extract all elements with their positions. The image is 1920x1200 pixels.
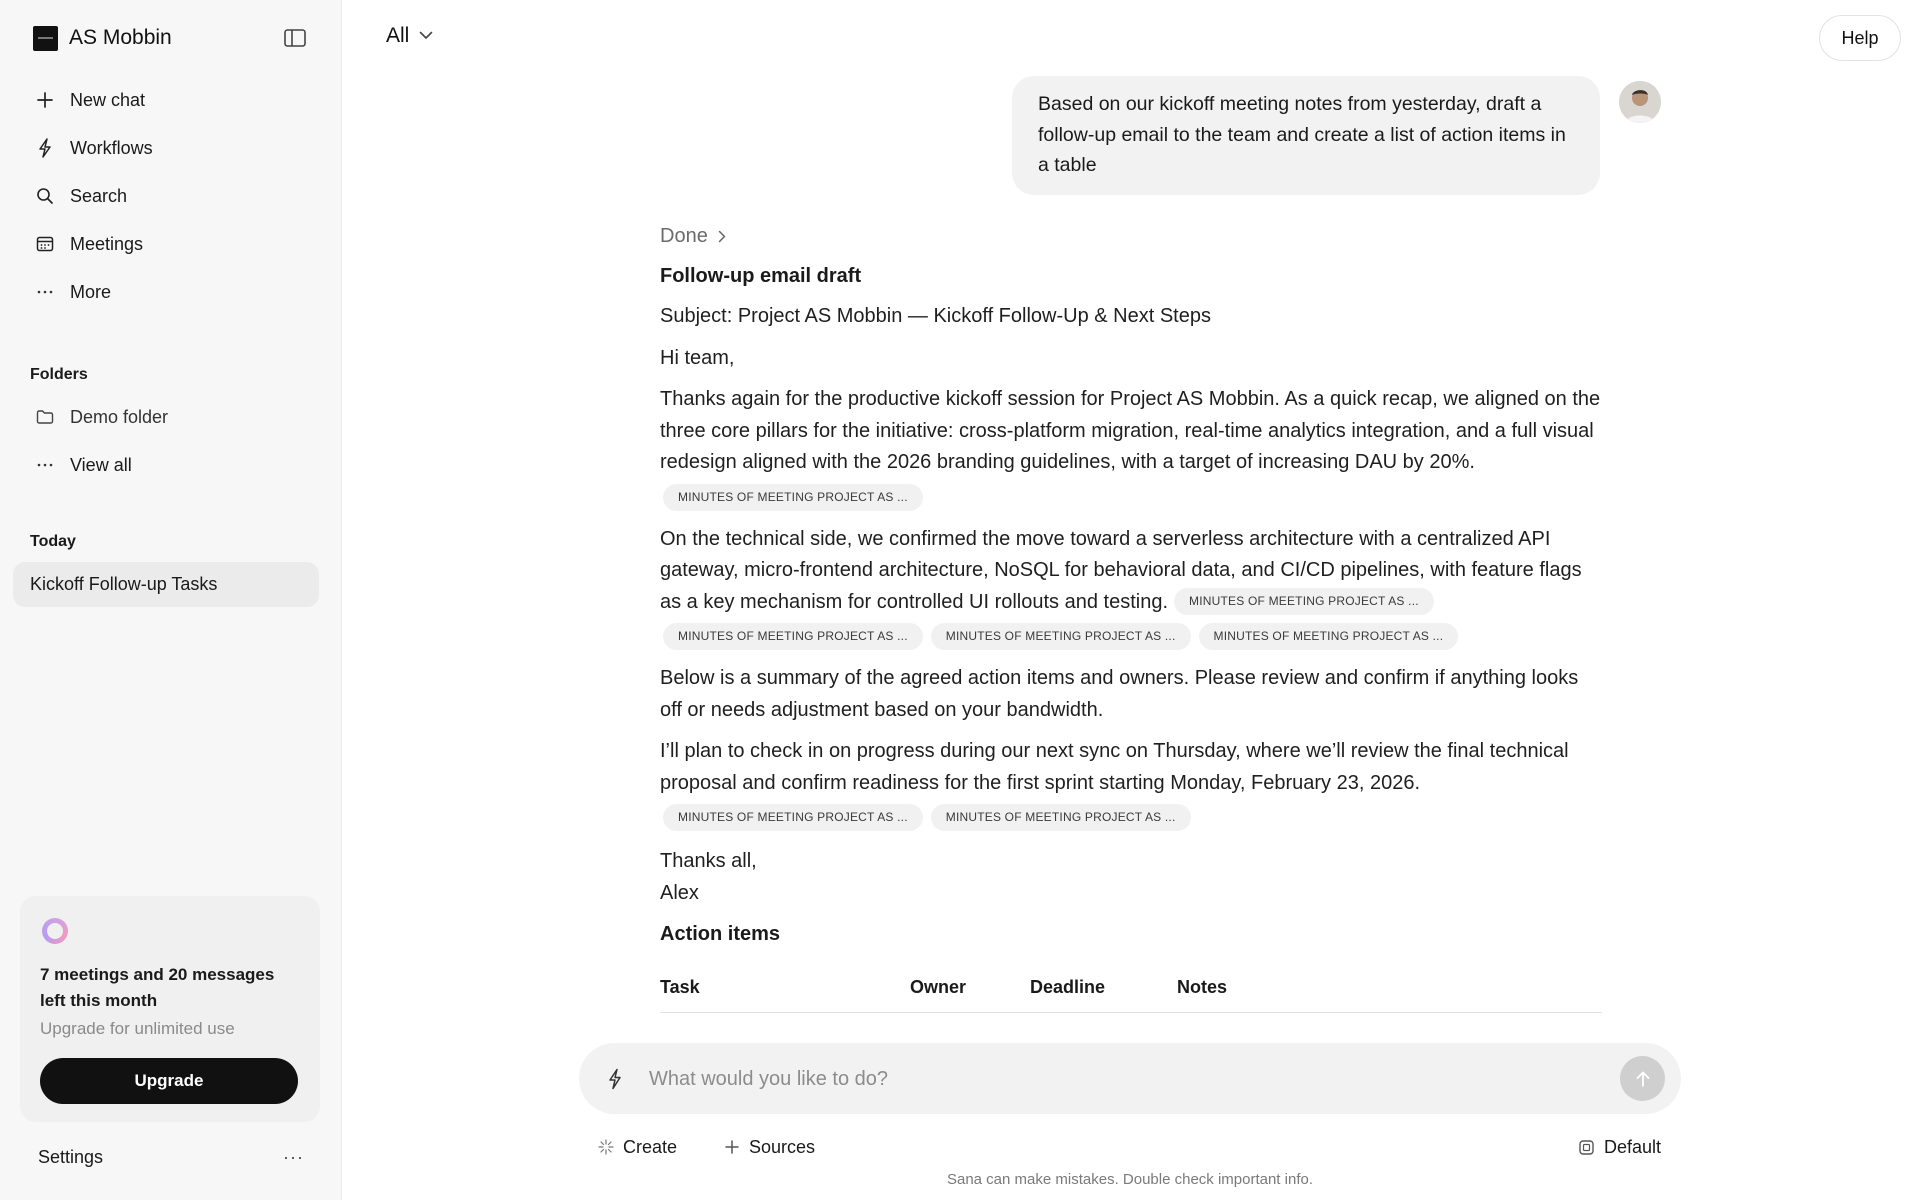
model-selector[interactable]	[1578, 1134, 1661, 1160]
settings-label: Settings	[38, 1146, 104, 1167]
disclaimer-text: Sana can make mistakes. Double check important info.	[946, 1171, 1313, 1188]
bolt-icon	[35, 138, 55, 158]
workspace-brand[interactable]	[33, 24, 172, 52]
plus-icon	[35, 90, 55, 110]
chat-history-item[interactable]: Kickoff Follow-up Tasks	[13, 562, 319, 607]
folder-label: View all	[70, 454, 132, 475]
email-paragraph	[660, 524, 1602, 619]
source-chip[interactable]: MINUTES OF MEETING PROJECT AS ...	[931, 804, 1191, 831]
email-paragraph: I’ll plan to check in on progress during our next sync on Thursday, where we’ll review the final technical proposal and confirm readiness for the first sprint starting Monday, February 23, 2026.	[660, 740, 1569, 794]
sources-button[interactable]	[724, 1134, 815, 1160]
model-label: Default	[1604, 1136, 1662, 1157]
send-button[interactable]	[1620, 1056, 1665, 1101]
settings-more-icon[interactable]: ···	[283, 1146, 304, 1167]
sidebar-item-label: Workflows	[70, 137, 153, 158]
usage-ring-icon	[42, 918, 68, 944]
usage-subtitle: Upgrade for unlimited use	[40, 1019, 235, 1038]
response-heading: Follow-up email draft	[660, 265, 862, 287]
sidebar-item-label: New chat	[70, 89, 146, 110]
column-header: Owner	[910, 977, 967, 997]
sidebar-item-search[interactable]	[25, 172, 325, 220]
help-button[interactable]: Help	[1819, 15, 1901, 61]
source-chip-row	[660, 801, 1602, 834]
status-label: Done	[660, 224, 708, 247]
avatar[interactable]	[1619, 81, 1661, 123]
column-header: Notes	[1177, 977, 1228, 997]
usage-card	[20, 896, 320, 1122]
chevron-right-icon	[718, 230, 726, 243]
sources-label: Sources	[749, 1136, 816, 1157]
plus-icon	[724, 1139, 740, 1155]
email-paragraph: Below is a summary of the agreed action items and owners. Please review and confirm if anything looks off or needs adjustment based on your bandwidth.	[660, 667, 1579, 721]
source-chip[interactable]: MINUTES OF MEETING PROJECT AS ...	[663, 484, 923, 511]
search-icon	[35, 186, 55, 206]
email-closing: Thanks all,	[660, 850, 757, 872]
sidebar-item-more[interactable]	[25, 268, 325, 316]
ellipsis-icon	[35, 455, 55, 475]
sidebar-item-label: More	[70, 281, 112, 302]
sidebar-toggle-icon[interactable]	[283, 27, 307, 49]
source-chip-row	[660, 481, 1602, 514]
usage-title: 7 meetings and 20 messages left this month	[40, 965, 275, 1010]
folder-view-all[interactable]	[25, 441, 325, 489]
sidebar-item-meetings[interactable]	[25, 220, 325, 268]
email-subject: Subject: Project AS Mobbin — Kickoff Follow-Up & Next Steps	[660, 305, 1211, 327]
paragraph-text: On the technical side, we confirmed the move toward a serverless architecture with a centralized API gateway, micro-frontend architecture, NoSQL for behavioral data, and CI/CD pipelines, with feature flags as a key mechanism for controlled UI rollouts and testing.	[660, 527, 1582, 613]
conversation-filter-dropdown[interactable]	[386, 24, 433, 48]
model-chip-icon	[1578, 1139, 1595, 1156]
column-header: Task	[660, 977, 700, 997]
sidebar-item-label: Search	[70, 185, 128, 206]
email-signature: Alex	[660, 881, 699, 904]
chevron-down-icon	[419, 27, 433, 45]
sidebar-item-workflows[interactable]	[25, 124, 325, 172]
settings-row[interactable]	[38, 1144, 304, 1170]
bolt-icon[interactable]	[607, 1068, 627, 1090]
create-button[interactable]	[598, 1134, 677, 1160]
source-chip[interactable]: MINUTES OF MEETING PROJECT AS ...	[663, 804, 923, 831]
filter-label: All	[386, 24, 410, 47]
source-chip[interactable]: MINUTES OF MEETING PROJECT AS ...	[663, 623, 923, 650]
folders-heading: Folders	[30, 366, 88, 383]
assistant-response	[660, 220, 1602, 1013]
composer	[579, 1043, 1681, 1114]
source-chip[interactable]: MINUTES OF MEETING PROJECT AS ...	[1199, 623, 1459, 650]
ellipsis-icon	[35, 282, 55, 302]
sidebar-nav	[25, 76, 325, 316]
action-items-heading: Action items	[660, 923, 781, 945]
user-message: Based on our kickoff meeting notes from yesterday, draft a follow-up email to the team and create a list of action items in a table	[1012, 76, 1600, 195]
today-heading: Today	[30, 533, 76, 550]
sparkle-icon	[598, 1139, 614, 1155]
source-chip[interactable]: MINUTES OF MEETING PROJECT AS ...	[1174, 588, 1434, 615]
calendar-icon	[35, 234, 55, 254]
source-chip[interactable]: MINUTES OF MEETING PROJECT AS ...	[931, 623, 1191, 650]
create-label: Create	[623, 1136, 678, 1157]
workspace-name: AS Mobbin	[69, 26, 172, 49]
sidebar	[0, 0, 342, 1200]
workspace-logo	[33, 26, 58, 51]
prompt-input[interactable]	[649, 1059, 1549, 1099]
email-paragraph: Thanks again for the productive kickoff session for Project AS Mobbin. As a quick recap, we aligned on the three core pillars for the initiative: cross-platform migration, real-time analytics integration, and a full visual redesign aligned with the 2026 branding guidelines, with a target of increasing DAU by 20%.	[660, 388, 1601, 473]
action-items-table-header	[660, 963, 1602, 1013]
arrow-up-icon	[1635, 1070, 1651, 1088]
email-greeting: Hi team,	[660, 346, 735, 369]
folder-list	[25, 393, 325, 489]
folder-label: Demo folder	[70, 406, 169, 427]
upgrade-button[interactable]: Upgrade	[40, 1058, 298, 1104]
sidebar-item-new-chat[interactable]	[25, 76, 325, 124]
status-expander[interactable]	[660, 220, 1602, 252]
source-chip-row	[660, 620, 1602, 653]
column-header: Deadline	[1030, 977, 1106, 997]
folder-icon	[35, 407, 55, 427]
sidebar-item-label: Meetings	[70, 233, 144, 254]
folder-item-demo[interactable]	[25, 393, 325, 441]
